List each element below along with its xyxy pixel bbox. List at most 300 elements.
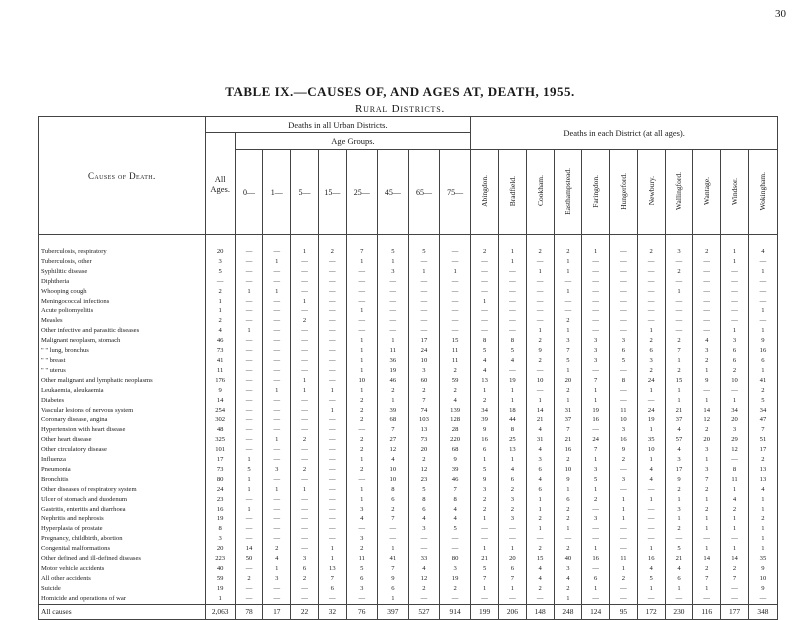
cause-cell: Nephritis and nephrosis	[39, 514, 206, 524]
value-cell: —	[291, 425, 319, 435]
total-cell: 348	[748, 604, 777, 619]
total-cell: 116	[693, 604, 721, 619]
value-cell: 15	[665, 376, 693, 386]
value-cell: 14	[721, 554, 749, 564]
value-cell: 176	[205, 376, 235, 386]
value-cell: —	[263, 277, 291, 287]
cause-cell: Tuberculosis, other	[39, 257, 206, 267]
value-cell: —	[263, 376, 291, 386]
value-cell: 1	[346, 336, 377, 346]
value-cell: 1	[582, 396, 610, 406]
value-cell: 6	[721, 346, 749, 356]
value-cell: 9	[526, 346, 554, 356]
value-cell: —	[291, 257, 319, 267]
value-cell: 10	[408, 356, 439, 366]
value-cell: —	[291, 524, 319, 534]
value-cell: 4	[263, 554, 291, 564]
value-cell: 24	[205, 485, 235, 495]
value-cell: —	[377, 287, 408, 297]
value-cell: 5	[610, 356, 638, 366]
value-cell: 3	[554, 564, 582, 574]
total-cell: 2,063	[205, 604, 235, 619]
value-cell: 7	[693, 574, 721, 584]
value-cell: 1	[498, 455, 526, 465]
value-cell: 68	[377, 415, 408, 425]
value-cell: —	[721, 306, 749, 316]
value-cell: —	[637, 505, 665, 515]
value-cell: —	[610, 267, 638, 277]
total-cell: 397	[377, 604, 408, 619]
table-row	[39, 554, 778, 564]
value-cell: —	[582, 425, 610, 435]
value-cell: —	[263, 316, 291, 326]
value-cell: 28	[439, 425, 470, 435]
value-cell: 1	[291, 386, 319, 396]
value-cell: 9	[748, 564, 777, 574]
value-cell: 1	[205, 594, 235, 604]
value-cell: —	[471, 326, 499, 336]
value-cell: —	[610, 235, 638, 257]
value-cell: 20	[721, 415, 749, 425]
value-cell: —	[748, 297, 777, 307]
value-cell: —	[637, 534, 665, 544]
value-cell: —	[693, 287, 721, 297]
value-cell: 128	[439, 415, 470, 425]
district-header: Easthampstead.	[554, 150, 582, 235]
value-cell: 24	[637, 376, 665, 386]
value-cell: 4	[721, 495, 749, 505]
value-cell: —	[263, 524, 291, 534]
value-cell: —	[526, 306, 554, 316]
value-cell: 2	[346, 435, 377, 445]
value-cell: —	[263, 406, 291, 416]
value-cell: —	[665, 257, 693, 267]
value-cell: 1	[346, 366, 377, 376]
value-cell: —	[235, 376, 263, 386]
cause-cell: " " breast	[39, 356, 206, 366]
cause-cell: Coronary disease, angina	[39, 415, 206, 425]
value-cell: 3	[205, 257, 235, 267]
value-cell: —	[346, 316, 377, 326]
value-cell: 40	[205, 564, 235, 574]
value-cell: 9	[554, 475, 582, 485]
value-cell: 12	[408, 574, 439, 584]
value-cell: 4	[439, 505, 470, 515]
value-cell: —	[439, 277, 470, 287]
value-cell: —	[235, 524, 263, 534]
value-cell: 21	[471, 554, 499, 564]
value-cell: 14	[693, 406, 721, 416]
value-cell: —	[346, 287, 377, 297]
value-cell: 4	[637, 564, 665, 574]
value-cell: —	[291, 326, 319, 336]
value-cell: —	[721, 594, 749, 604]
value-cell: 1	[263, 435, 291, 445]
value-cell: 2	[665, 366, 693, 376]
value-cell: —	[318, 435, 346, 445]
total-cell: 32	[318, 604, 346, 619]
value-cell: 3	[408, 524, 439, 534]
value-cell: 3	[665, 455, 693, 465]
table-row	[39, 455, 778, 465]
value-cell: —	[439, 594, 470, 604]
value-cell: —	[637, 316, 665, 326]
value-cell: 2	[377, 505, 408, 515]
value-cell: 1	[582, 485, 610, 495]
value-cell: 2	[498, 505, 526, 515]
value-cell: —	[346, 277, 377, 287]
value-cell: 1	[665, 396, 693, 406]
value-cell: 1	[263, 386, 291, 396]
value-cell: 1	[693, 366, 721, 376]
value-cell: 2	[498, 485, 526, 495]
value-cell: —	[291, 584, 319, 594]
value-cell: 46	[377, 376, 408, 386]
value-cell: 2	[526, 235, 554, 257]
value-cell: 1	[693, 396, 721, 406]
value-cell: —	[582, 267, 610, 277]
value-cell: 1	[318, 406, 346, 416]
value-cell: —	[408, 277, 439, 287]
value-cell: 1	[205, 297, 235, 307]
value-cell: 7	[377, 425, 408, 435]
value-cell: 3	[582, 346, 610, 356]
age-band-header: 1—	[263, 150, 291, 235]
value-cell: —	[471, 316, 499, 326]
value-cell: —	[377, 524, 408, 534]
value-cell: 1	[693, 455, 721, 465]
value-cell: 1	[748, 267, 777, 277]
value-cell: —	[318, 534, 346, 544]
value-cell: —	[318, 366, 346, 376]
value-cell: 6	[408, 505, 439, 515]
value-cell: —	[291, 514, 319, 524]
value-cell: 2	[693, 356, 721, 366]
value-cell: 27	[377, 435, 408, 445]
value-cell: —	[291, 406, 319, 416]
value-cell: 1	[554, 267, 582, 277]
value-cell: 6	[748, 356, 777, 366]
value-cell: —	[665, 594, 693, 604]
value-cell: —	[498, 297, 526, 307]
value-cell: —	[318, 445, 346, 455]
value-cell: —	[721, 316, 749, 326]
value-cell: 6	[498, 475, 526, 485]
value-cell: 1	[439, 267, 470, 277]
cause-cell: Meningococcal infections	[39, 297, 206, 307]
value-cell: 2	[291, 435, 319, 445]
value-cell: 1	[498, 386, 526, 396]
value-cell: —	[377, 326, 408, 336]
value-cell: 1	[408, 267, 439, 277]
value-cell: —	[610, 485, 638, 495]
value-cell: —	[291, 534, 319, 544]
district-header: Newbury.	[637, 150, 665, 235]
value-cell: —	[582, 594, 610, 604]
value-cell: 1	[291, 485, 319, 495]
table-row	[39, 505, 778, 515]
value-cell: 2	[554, 584, 582, 594]
deaths-table	[38, 116, 778, 620]
value-cell: —	[346, 594, 377, 604]
total-cell: 95	[610, 604, 638, 619]
value-cell: —	[235, 306, 263, 316]
value-cell: 17	[665, 465, 693, 475]
value-cell: 9	[665, 475, 693, 485]
value-cell: —	[263, 514, 291, 524]
value-cell: —	[637, 306, 665, 316]
value-cell: 2	[439, 386, 470, 396]
value-cell: 1	[554, 287, 582, 297]
value-cell: 1	[498, 235, 526, 257]
value-cell: —	[637, 287, 665, 297]
value-cell: —	[665, 277, 693, 287]
value-cell: 8	[610, 376, 638, 386]
value-cell: 1	[665, 495, 693, 505]
value-cell: 2	[526, 584, 554, 594]
value-cell: —	[318, 336, 346, 346]
value-cell: —	[748, 287, 777, 297]
cause-cell: All causes	[39, 604, 206, 619]
cause-cell: Diabetes	[39, 396, 206, 406]
value-cell: 80	[205, 475, 235, 485]
value-cell: 59	[439, 376, 470, 386]
value-cell: —	[721, 287, 749, 297]
value-cell: 4	[471, 356, 499, 366]
value-cell: 9	[471, 475, 499, 485]
value-cell: —	[291, 475, 319, 485]
value-cell: 4	[346, 514, 377, 524]
value-cell: —	[748, 594, 777, 604]
value-cell: 2	[471, 505, 499, 515]
value-cell: 3	[346, 584, 377, 594]
value-cell: 15	[526, 554, 554, 564]
value-cell: 7	[346, 235, 377, 257]
value-cell: —	[582, 277, 610, 287]
value-cell: 2	[346, 544, 377, 554]
value-cell: 3	[471, 485, 499, 495]
value-cell: 1	[693, 495, 721, 505]
value-cell: 68	[439, 445, 470, 455]
cause-column-header: Causes of Death.	[39, 117, 206, 235]
value-cell: 8	[205, 524, 235, 534]
value-cell: —	[408, 316, 439, 326]
value-cell: —	[610, 465, 638, 475]
cause-cell: Acute poliomyelitis	[39, 306, 206, 316]
value-cell: 1	[665, 386, 693, 396]
value-cell: 10	[637, 445, 665, 455]
value-cell: 5	[665, 544, 693, 554]
value-cell: 1	[346, 386, 377, 396]
age-band-header: 25—	[346, 150, 377, 235]
value-cell: —	[526, 316, 554, 326]
value-cell: 2	[582, 495, 610, 505]
value-cell: 1	[693, 524, 721, 534]
value-cell: —	[263, 267, 291, 277]
value-cell: 5	[235, 465, 263, 475]
value-cell: 11	[439, 346, 470, 356]
cause-cell: Gastritis, enteritis and diarrhoea	[39, 505, 206, 515]
value-cell: 1	[554, 257, 582, 267]
value-cell: 9	[748, 336, 777, 346]
value-cell: —	[318, 415, 346, 425]
table-row	[39, 475, 778, 485]
value-cell: —	[471, 306, 499, 316]
value-cell: —	[582, 287, 610, 297]
table-row	[39, 386, 778, 396]
value-cell: 16	[554, 445, 582, 455]
table-row	[39, 297, 778, 307]
table-row	[39, 445, 778, 455]
value-cell: 20	[205, 544, 235, 554]
value-cell: 17	[748, 445, 777, 455]
value-cell: —	[471, 594, 499, 604]
table-row	[39, 485, 778, 495]
value-cell: —	[439, 297, 470, 307]
age-band-header: 75—	[439, 150, 470, 235]
value-cell: 5	[205, 267, 235, 277]
value-cell: 1	[235, 326, 263, 336]
value-cell: —	[526, 366, 554, 376]
value-cell: —	[582, 257, 610, 267]
value-cell: —	[498, 267, 526, 277]
value-cell: —	[748, 277, 777, 287]
value-cell: —	[408, 326, 439, 336]
value-cell: 1	[748, 534, 777, 544]
value-cell: —	[291, 267, 319, 277]
value-cell: 3	[610, 336, 638, 346]
value-cell: 2	[554, 386, 582, 396]
value-cell: —	[318, 277, 346, 287]
value-cell: —	[205, 277, 235, 287]
value-cell: 4	[554, 574, 582, 584]
value-cell: 2	[526, 336, 554, 346]
value-cell: 80	[439, 554, 470, 564]
total-cell: 527	[408, 604, 439, 619]
value-cell: —	[721, 267, 749, 277]
value-cell: 8	[471, 336, 499, 346]
table-row	[39, 574, 778, 584]
value-cell: —	[498, 316, 526, 326]
value-cell: 73	[408, 435, 439, 445]
value-cell: 3	[439, 564, 470, 574]
value-cell: 2	[526, 514, 554, 524]
value-cell: 48	[205, 425, 235, 435]
value-cell: 1	[471, 455, 499, 465]
value-cell: 73	[205, 465, 235, 475]
value-cell: —	[408, 534, 439, 544]
value-cell: 2	[377, 386, 408, 396]
table-row	[39, 534, 778, 544]
value-cell: 2	[693, 425, 721, 435]
table-row	[39, 594, 778, 604]
cause-cell: Leukaemia, aleukaemia	[39, 386, 206, 396]
value-cell: 16	[205, 505, 235, 515]
value-cell: 39	[439, 465, 470, 475]
table-row	[39, 435, 778, 445]
value-cell: 1	[721, 524, 749, 534]
value-cell: 8	[377, 485, 408, 495]
value-cell: 17	[408, 336, 439, 346]
value-cell: 1	[610, 495, 638, 505]
value-cell: 1	[346, 455, 377, 465]
value-cell: 10	[526, 376, 554, 386]
value-cell: 5	[637, 574, 665, 584]
total-cell: 124	[582, 604, 610, 619]
value-cell: 2	[205, 287, 235, 297]
value-cell: —	[721, 297, 749, 307]
value-cell: 1	[471, 386, 499, 396]
value-cell: 41	[377, 554, 408, 564]
value-cell: —	[263, 455, 291, 465]
value-cell: 1	[582, 584, 610, 594]
value-cell: —	[748, 316, 777, 326]
value-cell: —	[291, 306, 319, 316]
value-cell: 1	[377, 396, 408, 406]
value-cell: 7	[582, 445, 610, 455]
value-cell: 1	[346, 346, 377, 356]
value-cell: 1	[637, 425, 665, 435]
value-cell: 5	[582, 475, 610, 485]
value-cell: 1	[693, 584, 721, 594]
value-cell: —	[291, 366, 319, 376]
value-cell: —	[439, 326, 470, 336]
value-cell: —	[610, 594, 638, 604]
district-header: Wokingham.	[748, 150, 777, 235]
value-cell: 14	[205, 396, 235, 406]
value-cell: —	[610, 584, 638, 594]
value-cell: 7	[665, 346, 693, 356]
value-cell: 19	[637, 415, 665, 425]
value-cell: 1	[721, 235, 749, 257]
table-row	[39, 346, 778, 356]
value-cell: —	[637, 396, 665, 406]
value-cell: 11	[377, 346, 408, 356]
value-cell: —	[263, 415, 291, 425]
value-cell: —	[498, 366, 526, 376]
value-cell: —	[235, 366, 263, 376]
value-cell: 19	[205, 584, 235, 594]
value-cell: —	[291, 415, 319, 425]
value-cell: 139	[439, 406, 470, 416]
value-cell: 23	[205, 495, 235, 505]
value-cell: 10	[554, 465, 582, 475]
value-cell: 1	[291, 235, 319, 257]
cause-cell: Bronchitis	[39, 475, 206, 485]
value-cell: —	[693, 326, 721, 336]
value-cell: —	[498, 326, 526, 336]
value-cell: 7	[318, 574, 346, 584]
value-cell: 8	[408, 495, 439, 505]
value-cell: —	[235, 534, 263, 544]
value-cell: 31	[526, 435, 554, 445]
value-cell: 1	[471, 584, 499, 594]
value-cell: —	[235, 396, 263, 406]
value-cell: 10	[346, 376, 377, 386]
value-cell: 1	[318, 386, 346, 396]
value-cell: 3	[665, 235, 693, 257]
value-cell: 44	[498, 415, 526, 425]
value-cell: 3	[693, 346, 721, 356]
value-cell: —	[235, 406, 263, 416]
value-cell: 1	[526, 396, 554, 406]
value-cell: —	[439, 287, 470, 297]
value-cell: 6	[346, 574, 377, 584]
district-header: Wantage.	[693, 150, 721, 235]
value-cell: 7	[554, 346, 582, 356]
value-cell: 10	[377, 465, 408, 475]
value-cell: 9	[439, 455, 470, 465]
